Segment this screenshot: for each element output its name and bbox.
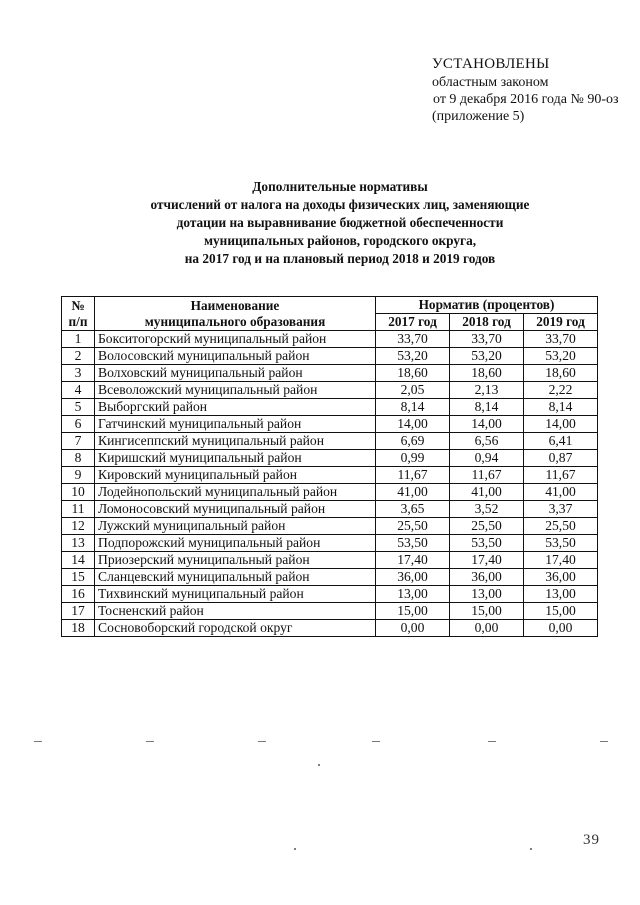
row-value-2019: 6,41 xyxy=(524,433,598,450)
row-value-2017: 53,20 xyxy=(376,348,450,365)
row-value-2018: 36,00 xyxy=(450,569,524,586)
heading-line: муниципальных районов, городского округа, xyxy=(203,233,477,248)
row-value-2018: 53,50 xyxy=(450,535,524,552)
row-number: 1 xyxy=(62,331,95,348)
row-value-2017: 14,00 xyxy=(376,416,450,433)
row-municipality: Всеволожский муниципальный район xyxy=(95,382,376,399)
heading-line: на 2017 год и на плановый период 2018 и 2019 годов xyxy=(184,251,496,266)
row-value-2018: 2,13 xyxy=(450,382,524,399)
table-row xyxy=(62,433,598,450)
row-value-2018: 13,00 xyxy=(450,586,524,603)
scan-speck xyxy=(318,764,320,766)
row-number: 18 xyxy=(62,620,95,637)
row-number: 5 xyxy=(62,399,95,416)
table-row xyxy=(62,416,598,433)
scan-mark xyxy=(146,741,154,742)
row-value-2017: 25,50 xyxy=(376,518,450,535)
row-value-2017: 17,40 xyxy=(376,552,450,569)
heading-line: Дополнительные нормативы xyxy=(252,179,428,194)
row-value-2018: 17,40 xyxy=(450,552,524,569)
row-value-2017: 6,69 xyxy=(376,433,450,450)
row-municipality: Сосновоборский городской округ xyxy=(95,620,376,637)
row-value-2018: 18,60 xyxy=(450,365,524,382)
table-row xyxy=(62,382,598,399)
row-number: 11 xyxy=(62,501,95,518)
row-value-2019: 0,87 xyxy=(524,450,598,467)
scan-speck xyxy=(294,848,296,850)
table-row xyxy=(62,603,598,620)
approval-title: УСТАНОВЛЕНЫ xyxy=(432,56,550,72)
row-value-2019: 14,00 xyxy=(524,416,598,433)
table-row xyxy=(62,535,598,552)
table-row xyxy=(62,552,598,569)
row-value-2017: 3,65 xyxy=(376,501,450,518)
row-municipality: Волховский муниципальный район xyxy=(95,365,376,382)
approval-stamp xyxy=(432,56,637,125)
row-municipality: Сланцевский муниципальный район xyxy=(95,569,376,586)
row-municipality: Подпорожский муниципальный район xyxy=(95,535,376,552)
table-row xyxy=(62,450,598,467)
row-value-2017: 36,00 xyxy=(376,569,450,586)
heading-line: дотации на выравнивание бюджетной обеспеченности xyxy=(176,215,504,230)
table-row xyxy=(62,331,598,348)
row-municipality: Тосненский район xyxy=(95,603,376,620)
row-number: 12 xyxy=(62,518,95,535)
row-number: 13 xyxy=(62,535,95,552)
row-value-2019: 11,67 xyxy=(524,467,598,484)
approval-date-line: от 9 декабря 2016 года № 90-оз xyxy=(433,92,619,107)
table-row xyxy=(62,365,598,382)
row-value-2019: 17,40 xyxy=(524,552,598,569)
row-value-2019: 33,70 xyxy=(524,331,598,348)
row-number: 3 xyxy=(62,365,95,382)
row-value-2018: 53,20 xyxy=(450,348,524,365)
row-value-2017: 8,14 xyxy=(376,399,450,416)
document-heading xyxy=(92,178,588,268)
row-municipality: Бокситогорский муниципальный район xyxy=(95,331,376,348)
row-municipality: Гатчинский муниципальный район xyxy=(95,416,376,433)
scan-mark xyxy=(488,741,496,742)
row-value-2018: 41,00 xyxy=(450,484,524,501)
row-value-2019: 8,14 xyxy=(524,399,598,416)
row-value-2018: 6,56 xyxy=(450,433,524,450)
scan-mark xyxy=(258,741,266,742)
row-municipality: Киришский муниципальный район xyxy=(95,450,376,467)
row-value-2017: 53,50 xyxy=(376,535,450,552)
row-municipality: Выборгский район xyxy=(95,399,376,416)
row-value-2019: 13,00 xyxy=(524,586,598,603)
table-row xyxy=(62,586,598,603)
row-value-2019: 41,00 xyxy=(524,484,598,501)
heading-line: отчислений от налога на доходы физических лиц, заменяющие xyxy=(150,197,530,212)
row-value-2017: 0,99 xyxy=(376,450,450,467)
scan-mark xyxy=(600,741,608,742)
table-row xyxy=(62,467,598,484)
row-value-2019: 15,00 xyxy=(524,603,598,620)
row-value-2018: 0,94 xyxy=(450,450,524,467)
table-row xyxy=(62,399,598,416)
row-municipality: Волосовский муниципальный район xyxy=(95,348,376,365)
header-year-2017: 2017 год xyxy=(376,314,450,331)
row-number: 16 xyxy=(62,586,95,603)
row-value-2017: 13,00 xyxy=(376,586,450,603)
row-value-2019: 2,22 xyxy=(524,382,598,399)
header-name: Наименование муниципального образования xyxy=(95,297,376,331)
row-value-2018: 14,00 xyxy=(450,416,524,433)
row-number: 7 xyxy=(62,433,95,450)
row-value-2017: 18,60 xyxy=(376,365,450,382)
row-value-2018: 15,00 xyxy=(450,603,524,620)
header-norm-group: Норматив (процентов) xyxy=(376,297,598,314)
table-row xyxy=(62,569,598,586)
row-municipality: Приозерский муниципальный район xyxy=(95,552,376,569)
row-value-2019: 0,00 xyxy=(524,620,598,637)
page-number: 39 xyxy=(583,832,600,848)
row-municipality: Ломоносовский муниципальный район xyxy=(95,501,376,518)
approval-annex: (приложение 5) xyxy=(432,109,525,124)
row-municipality: Кировский муниципальный район xyxy=(95,467,376,484)
row-value-2019: 25,50 xyxy=(524,518,598,535)
row-value-2018: 8,14 xyxy=(450,399,524,416)
table-body xyxy=(62,331,598,637)
row-municipality: Лужский муниципальный район xyxy=(95,518,376,535)
table-row xyxy=(62,620,598,637)
header-year-2019: 2019 год xyxy=(524,314,598,331)
table-row xyxy=(62,348,598,365)
row-value-2018: 0,00 xyxy=(450,620,524,637)
row-number: 9 xyxy=(62,467,95,484)
row-value-2017: 15,00 xyxy=(376,603,450,620)
row-number: 6 xyxy=(62,416,95,433)
row-number: 2 xyxy=(62,348,95,365)
table-row xyxy=(62,501,598,518)
table-header xyxy=(62,297,598,331)
row-number: 10 xyxy=(62,484,95,501)
row-value-2017: 2,05 xyxy=(376,382,450,399)
row-value-2018: 25,50 xyxy=(450,518,524,535)
row-value-2019: 18,60 xyxy=(524,365,598,382)
row-value-2019: 53,50 xyxy=(524,535,598,552)
row-value-2018: 3,52 xyxy=(450,501,524,518)
row-value-2019: 53,20 xyxy=(524,348,598,365)
scan-speck xyxy=(530,848,532,850)
approval-law-line: областным законом xyxy=(432,75,549,90)
row-number: 8 xyxy=(62,450,95,467)
row-value-2017: 11,67 xyxy=(376,467,450,484)
scan-mark xyxy=(372,741,380,742)
row-municipality: Кингисеппский муниципальный район xyxy=(95,433,376,450)
row-municipality: Лодейнопольский муниципальный район xyxy=(95,484,376,501)
row-number: 14 xyxy=(62,552,95,569)
row-value-2017: 41,00 xyxy=(376,484,450,501)
row-value-2018: 33,70 xyxy=(450,331,524,348)
norms-table xyxy=(61,296,598,637)
row-municipality: Тихвинский муниципальный район xyxy=(95,586,376,603)
scan-mark xyxy=(34,741,42,742)
row-value-2019: 36,00 xyxy=(524,569,598,586)
row-value-2018: 11,67 xyxy=(450,467,524,484)
header-number: № п/п xyxy=(62,297,95,331)
row-value-2017: 33,70 xyxy=(376,331,450,348)
row-value-2017: 0,00 xyxy=(376,620,450,637)
table-row xyxy=(62,518,598,535)
row-number: 4 xyxy=(62,382,95,399)
row-value-2019: 3,37 xyxy=(524,501,598,518)
row-number: 15 xyxy=(62,569,95,586)
table-row xyxy=(62,484,598,501)
header-year-2018: 2018 год xyxy=(450,314,524,331)
row-number: 17 xyxy=(62,603,95,620)
